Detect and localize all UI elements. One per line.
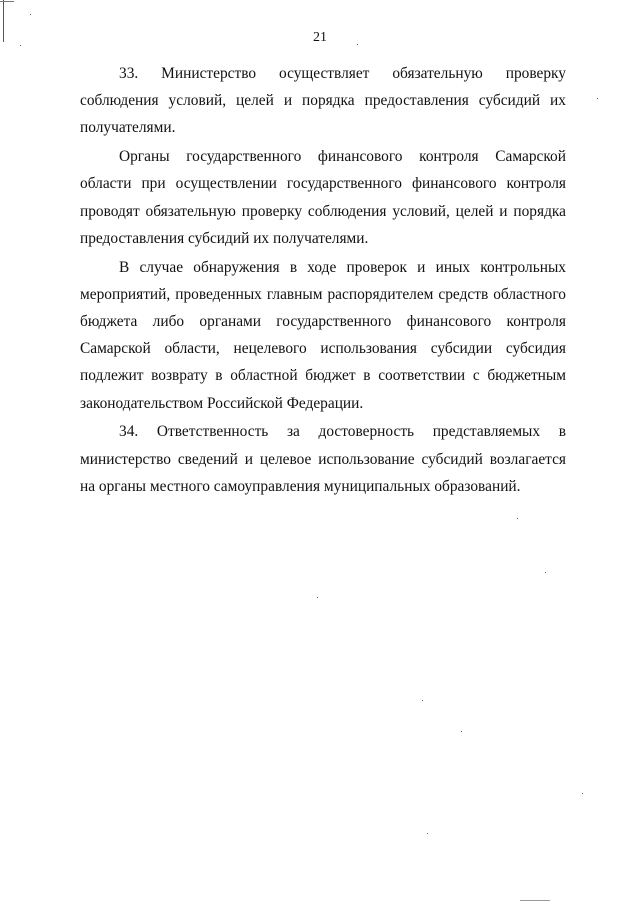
scan-artifact-dot [597, 98, 598, 99]
scan-artifact-dot [422, 700, 423, 701]
scan-artifact-dot [317, 597, 318, 598]
paragraph: В случае обнаружения в ходе проверок и иных контрольных мероприятий, проведенных главным распорядителем средств областного бюджета либо органами государственного финансового контроля Самарской области, нецелевого использования субсидии субсидия подлежит возврату в областной бюджет в соответствии с бюджетным законодательством Российской Федерации. [80, 258, 566, 412]
page-number: 21 [313, 30, 327, 45]
document-body [80, 60, 566, 502]
scan-artifact-dot [517, 518, 518, 519]
paragraph: 34. Ответственность за достоверность представляемых в министерство сведений и целевое использование субсидий возлагается на органы местного самоуправления муниципальных образований. [80, 423, 566, 495]
paragraph: 33. Министерство осуществляет обязательную проверку соблюдения условий, целей и порядка предоставления субсидий их получателями. [80, 65, 566, 137]
scan-artifact-dot [30, 14, 31, 15]
scan-artifact-dot [427, 833, 428, 834]
scan-artifact-line [520, 900, 550, 901]
scan-artifact-dot [545, 572, 546, 573]
scan-artifact-line [0, 1, 14, 2]
scan-artifact-dot [582, 793, 583, 794]
paragraph: Органы государственного финансового контроля Самарской области при осуществлении государственного финансового контроля проводят обязательную проверку соблюдения условий, целей и порядка предоставления субсидий их получателями. [80, 148, 566, 247]
scan-artifact-dot [461, 731, 462, 732]
